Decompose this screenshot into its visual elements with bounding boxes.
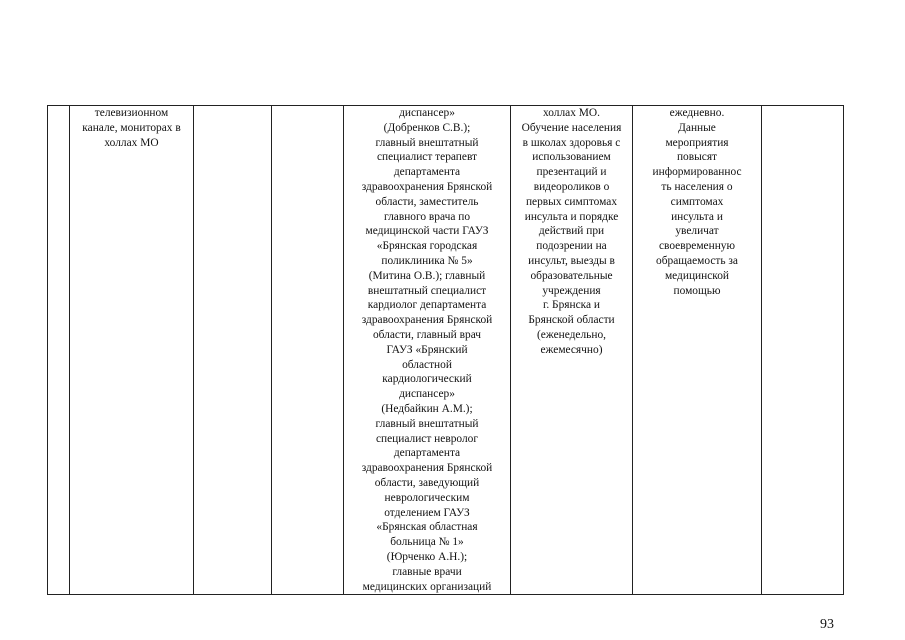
page-number: 93: [820, 617, 834, 632]
cell-empty-1: [194, 106, 272, 595]
cell-result: ежедневно. Данные мероприятия повысят информированнос ть населения о симптомах инсульта и увеличат своевременную обращаемость за медицинской помощью: [633, 106, 762, 595]
cell-activities: холлах МО. Обучение населения в школах здоровья с использованием презентаций и видеороликов о первых симптомах инсульта и порядке действий при подозрении на инсульт, выезды в образовательные учреждения г. Брянска и Брянской области (еженедельно, ежемесячно): [511, 106, 633, 595]
cell-empty-2: [272, 106, 344, 595]
table-row: [48, 106, 844, 595]
cell-responsible: диспансер» (Добренков С.В.); главный внештатный специалист терапевт департамента здравоохранения Брянской области, заместитель главного врача по медицинской части ГАУЗ «Брянская городская поликлиника № 5» (Митина О.В.); главный внештатный специалист кардиолог департамента здравоохранения Брянской области, главный врач ГАУЗ «Брянский областной кардиологический диспансер» (Недбайкин А.М.); главный внештатный специалист невролог департамента здравоохранения Брянской области, заведующий неврологическим отделением ГАУЗ «Брянская областная больница № 1» (Юрченко А.Н.); главные врачи медицинских организаций: [344, 106, 511, 595]
document-table: [47, 105, 844, 595]
cell-empty-3: [762, 106, 844, 595]
cell-number: [48, 106, 70, 595]
cell-channel: телевизионном канале, мониторах в холлах МО: [70, 106, 194, 595]
